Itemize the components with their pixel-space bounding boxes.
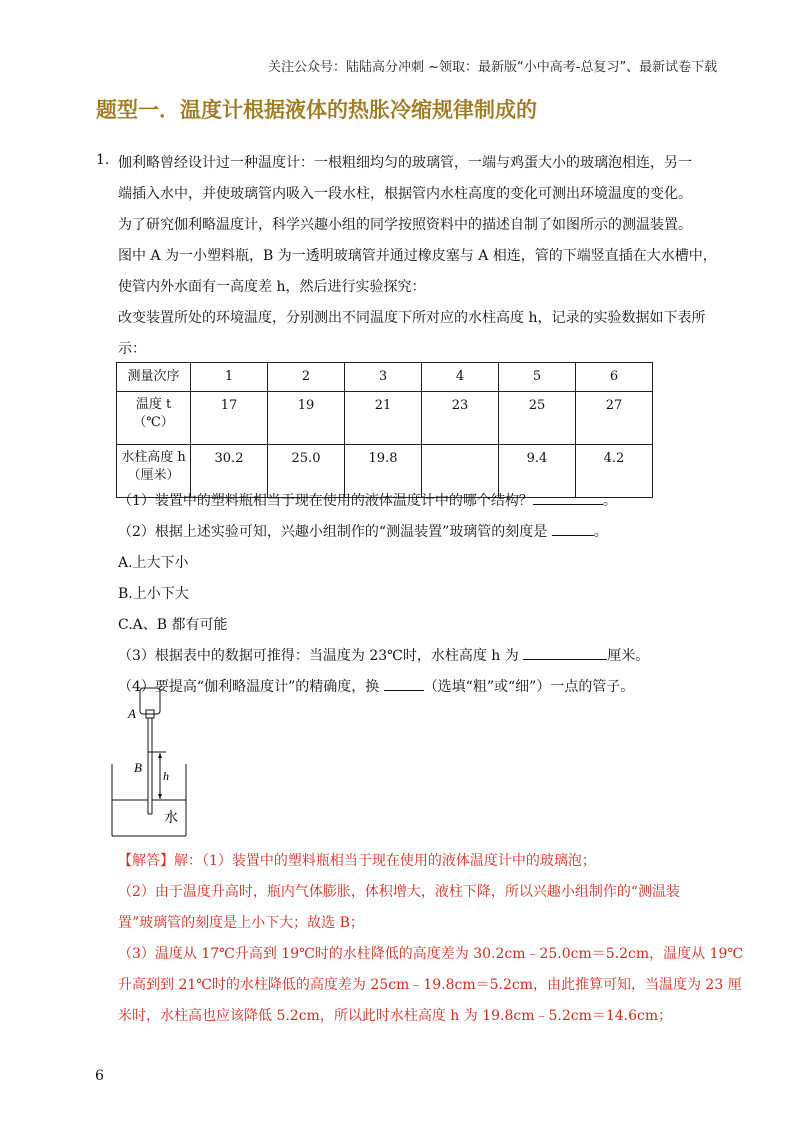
table-cell: 3 xyxy=(345,363,422,392)
option-c: C.A、B 都有可能 xyxy=(118,617,228,633)
table-cell: 5 xyxy=(499,363,576,392)
table-cell: 2 xyxy=(268,363,345,392)
subquestion-2-text: （2）根据上述实验可知，兴趣小组制作的“测温装置”玻璃管的刻度是 xyxy=(118,524,548,540)
table-cell: 19.8 xyxy=(345,445,422,498)
question-line-5: 使管内外水面有一高度差 h，然后进行实验探究： xyxy=(118,279,426,295)
subquestion-4-end: （选填“粗”或“细”）一点的管子。 xyxy=(423,679,635,695)
data-table xyxy=(116,362,653,498)
answer-line-3: 置”玻璃管的刻度是上小下大；故选 B； xyxy=(118,915,364,931)
label-water: 水 xyxy=(164,810,178,826)
answer-blank xyxy=(523,645,607,660)
table-cell: 19 xyxy=(268,392,345,445)
table-row-temperature xyxy=(117,392,653,445)
header-line: 温度 t xyxy=(135,397,172,412)
subquestion-3 xyxy=(118,645,649,665)
answer-blank xyxy=(384,676,424,691)
question-line-4: 图中 A 为一小塑料瓶，B 为一透明玻璃管并通过橡皮塞与 A 相连，管的下端竖直插在大水槽中， xyxy=(118,248,717,264)
answer-blank xyxy=(552,521,594,536)
subquestion-1 xyxy=(118,490,617,510)
subquestion-4-text: （4）要提高“伽利略温度计”的精确度，换 xyxy=(118,679,380,695)
table-cell: 21 xyxy=(345,392,422,445)
question-line-1: 伽利略曾经设计过一种温度计：一根粗细均匀的玻璃管，一端与鸡蛋大小的玻璃泡相连，另一 xyxy=(118,155,692,171)
header-line: （厘米） xyxy=(127,468,180,483)
question-line-6: 改变装置所处的环境温度，分别测出不同温度下所对应的水柱高度 h，记录的实验数据如下表所 xyxy=(118,310,706,326)
subquestion-3-end: 厘米。 xyxy=(607,648,650,664)
label-a: A xyxy=(128,706,136,721)
answer-blank xyxy=(533,490,603,505)
answer-line-6: 米时，水柱高也应该降低 5.2cm，所以此时水柱高度 h 为 19.8cm﹣5.2cm＝14.6cm； xyxy=(118,1008,673,1024)
subquestion-2-end: 。 xyxy=(593,524,608,540)
table-cell: 25 xyxy=(499,392,576,445)
answer-line-2: （2）由于温度升高时，瓶内气体膨胀，体积增大，液柱下降，所以兴趣小组制作的“测温装 xyxy=(118,884,681,900)
h-arrow-down-icon xyxy=(158,794,162,799)
h-arrow-up-icon xyxy=(158,753,162,758)
subquestion-4 xyxy=(118,676,634,696)
table-cell: 1 xyxy=(191,363,268,392)
subquestion-2 xyxy=(118,521,608,541)
question-line-7: 示： xyxy=(118,341,146,357)
table-cell: 30.2 xyxy=(191,445,268,498)
page-number: 6 xyxy=(95,1068,104,1084)
label-b: B xyxy=(134,760,142,775)
question-line-2: 端插入水中，并使玻璃管内吸入一段水柱，根据管内水柱高度的变化可测出环境温度的变化。 xyxy=(118,186,692,202)
table-header-order: 测量次序 xyxy=(117,363,191,392)
section-title: 题型一．温度计根据液体的热胀冷缩规律制成的 xyxy=(96,98,537,122)
subquestion-3-text: （3）根据表中的数据可推得：当温度为 23℃时，水柱高度 h 为 xyxy=(118,648,519,664)
answer-line-1: 【解答】解：（1）装置中的塑料瓶相当于现在使用的液体温度计中的玻璃泡； xyxy=(118,853,596,869)
table-cell: 6 xyxy=(576,363,653,392)
page-header: 关注公众号：陆陆高分冲刺 ~领取：最新版“小中高考-总复习”、最新试卷下载 xyxy=(268,60,718,75)
label-h: h xyxy=(163,769,169,783)
subquestion-1-text: （1）装置中的塑料瓶相当于现在使用的液体温度计中的哪个结构？ xyxy=(118,493,533,509)
header-line: （℃） xyxy=(133,415,174,430)
table-cell: 4.2 xyxy=(576,445,653,498)
subquestion-1-end: 。 xyxy=(602,493,617,509)
table-cell: 4 xyxy=(422,363,499,392)
question-line-3: 为了研究伽利略温度计，科学兴趣小组的同学按照资料中的描述自制了如图所示的测温装置。 xyxy=(118,217,692,233)
table-header-temperature xyxy=(117,392,191,445)
apparatus-figure xyxy=(108,686,188,838)
answer-line-5: 升高到到 21℃时的水柱降低的高度差为 25cm﹣19.8cm＝5.2cm，由此推算可知，当温度为 23 厘 xyxy=(118,977,742,993)
table-cell: 17 xyxy=(191,392,268,445)
header-line: 水柱高度 h xyxy=(121,450,186,465)
option-b: B.上小下大 xyxy=(118,586,189,602)
question-number: 1. xyxy=(96,152,110,168)
table-cell: 27 xyxy=(576,392,653,445)
table-row-order xyxy=(117,363,653,392)
table-cell: 25.0 xyxy=(268,445,345,498)
table-cell: 9.4 xyxy=(499,445,576,498)
table-cell: 23 xyxy=(422,392,499,445)
answer-line-4: （3）温度从 17℃升高到 19℃时的水柱降低的高度差为 30.2cm﹣25.0cm＝5.2cm，温度从 19℃ xyxy=(118,946,744,962)
option-a: A.上大下小 xyxy=(118,555,189,571)
